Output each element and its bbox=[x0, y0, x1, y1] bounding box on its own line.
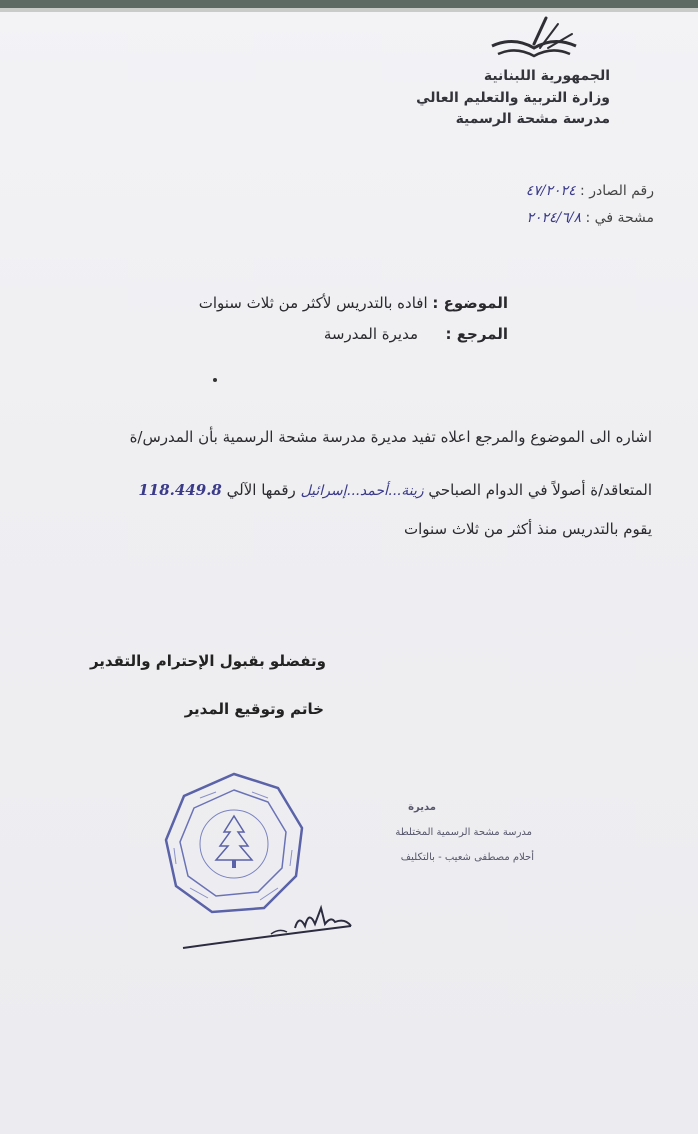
body-line-2-prefix: المتعاقد/ة أصولاً في الدوام الصباحي bbox=[428, 481, 652, 499]
reference-label: المرجع : bbox=[445, 325, 508, 343]
ink-dot bbox=[213, 378, 217, 382]
subject-value: افاده بالتدريس لأكثر من ثلاث سنوات bbox=[198, 294, 428, 312]
handwritten-signature bbox=[175, 898, 365, 958]
reference-line bbox=[324, 325, 508, 343]
scan-top-edge bbox=[0, 0, 698, 8]
outgoing-number bbox=[526, 183, 654, 199]
subject-label: الموضوع : bbox=[432, 294, 508, 312]
book-pen-emblem-icon bbox=[488, 14, 580, 66]
teacher-name-handwritten: زينة...أحمد...إسرائيل bbox=[300, 483, 424, 499]
reference-value: مديرة المدرسة bbox=[323, 325, 418, 343]
date-value: ٢٠٢٤/٦/٨ bbox=[526, 210, 582, 226]
body-line-1: اشاره الى الموضوع والمرجع اعلاه تفيد مديرة مدرسة مشحة الرسمية بأن المدرس/ة bbox=[129, 428, 652, 446]
employee-number-handwritten: 118.449.8 bbox=[138, 481, 222, 499]
subject-line bbox=[199, 294, 508, 312]
closing-regards: وتفضلو بقبول الإحترام والتقدير bbox=[89, 652, 326, 670]
ref-label: رقم الصادر : bbox=[580, 183, 654, 199]
body-line-3: يقوم بالتدريس منذ أكثر من ثلاث سنوات bbox=[403, 520, 652, 538]
ref-value: ٤٧/٢٠٢٤ bbox=[525, 183, 576, 199]
issue-date bbox=[526, 210, 654, 226]
seal-and-signature-label: خاتم وتوقيع المدير bbox=[184, 700, 324, 718]
header-ministry: وزارة التربية والتعليم العالي bbox=[416, 90, 610, 106]
body-line-2-mid: رقمها الآلي bbox=[226, 481, 296, 499]
scan-top-edge-shadow bbox=[0, 8, 698, 12]
header-republic: الجمهورية اللبنانية bbox=[483, 68, 610, 84]
signature-name: أحلام مصطفى شعيب - بالتكليف bbox=[400, 852, 534, 863]
signature-school: مدرسة مشحة الرسمية المختلطة bbox=[395, 827, 532, 838]
signature-title: مديرة bbox=[408, 802, 436, 813]
date-label: مشحة في : bbox=[585, 210, 654, 226]
header-school: مدرسة مشحة الرسمية bbox=[455, 111, 610, 127]
cedar-seal-icon bbox=[160, 768, 308, 918]
body-line-2 bbox=[138, 481, 652, 499]
